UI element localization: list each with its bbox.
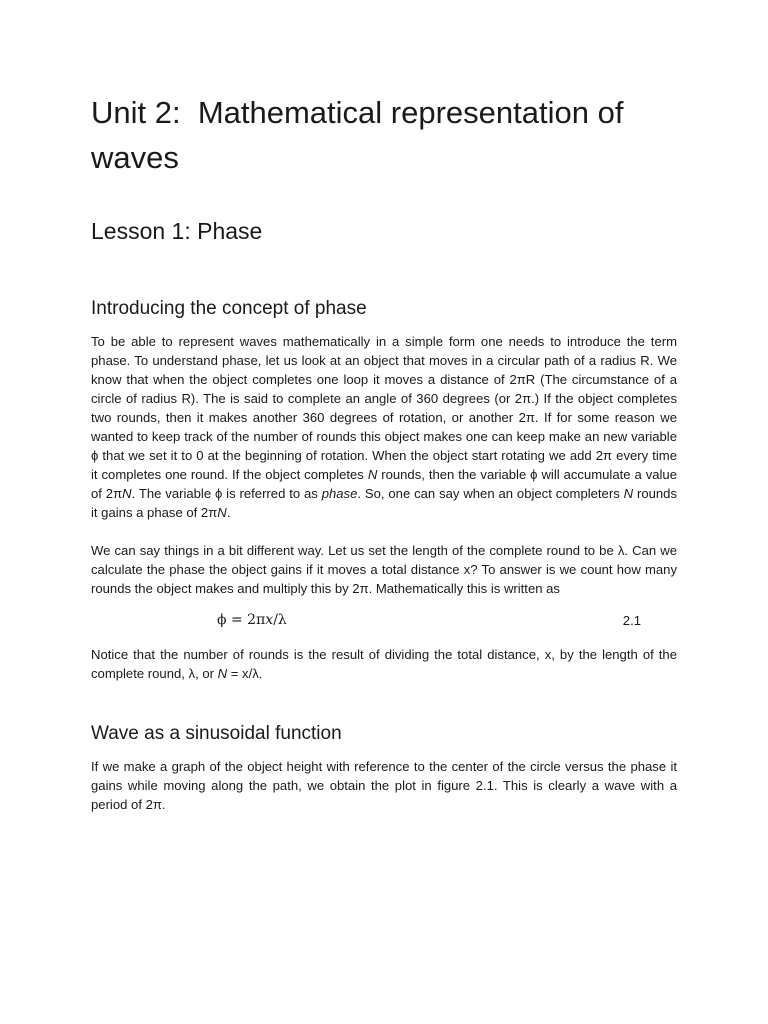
variable-n: N [217, 505, 227, 520]
section-heading-phase-concept: Introducing the concept of phase [91, 298, 367, 319]
unit-title: Unit 2: Mathematical representation of waves [91, 95, 633, 175]
section-heading-sinusoidal: Wave as a sinusoidal function [91, 723, 342, 744]
term-phase: phase [321, 486, 358, 501]
variable-n: N [623, 486, 634, 501]
text-run: = x/λ. [227, 666, 263, 681]
paragraph-rounds-note [91, 645, 677, 683]
document-page [91, 90, 677, 814]
paragraph-phase-distance: We can say things in a bit different way. Let us set the length of the complete round to be λ. Can we calculate the phase the object gains if it moves a total distance x? To answer is we count how many rounds the object makes and multiply this by 2π. Mathematically this is written as [91, 543, 677, 596]
equation-slash: / [273, 612, 278, 628]
text-run: . So, one can say when an object completers [357, 486, 624, 501]
paragraph-sinusoidal: If we make a graph of the object height with reference to the center of the circle versus the phase it gains while moving along the path, we obtain the plot in figure 2.1. This is clearly a wave with a period of 2π. [91, 759, 677, 812]
text-run: rounds, then the variable ϕ will accumulate a value of 2π [91, 467, 677, 501]
variable-n: N [367, 467, 378, 482]
variable-n: N [122, 486, 132, 501]
equation-number: 2.1 [622, 613, 641, 628]
equation-expression [217, 611, 287, 630]
paragraph-phase-intro [91, 332, 677, 522]
text-run: Notice that the number of rounds is the result of dividing the total distance, x, by the length of the complete round, λ, or [91, 647, 677, 681]
text-run: . The variable ϕ is referred to as [131, 486, 322, 501]
variable-n: N [217, 666, 228, 681]
text-run: To be able to represent waves mathematically in a simple form one needs to introduce the term phase. To understand phase, let us look at an object that moves in a circular path of a radius R. We know that when the object completes one loop it moves a distance of 2πR (The circumstance of a circle of radius R). The is said to complete an angle of 360 degrees (or 2π.) If the object completes two rounds, then it makes another 360 degrees of rotation, or another 2π. If for some reason we wanted to keep track of the number of rounds this object makes one can keep make an new variable ϕ that we set it to 0 at the beginning of rotation. When the object start rotating we add 2π every time it completes one round. If the object completes [91, 334, 677, 482]
equation-2-1 [91, 611, 677, 630]
text-run: rounds it gains a phase of 2π [91, 486, 677, 520]
equation-lhs: ϕ = 2π [217, 612, 266, 628]
text-run: . [226, 505, 231, 520]
equation-var-lambda: λ [277, 612, 287, 628]
equation-var-x: x [265, 612, 274, 628]
lesson-title: Lesson 1: Phase [91, 218, 263, 244]
